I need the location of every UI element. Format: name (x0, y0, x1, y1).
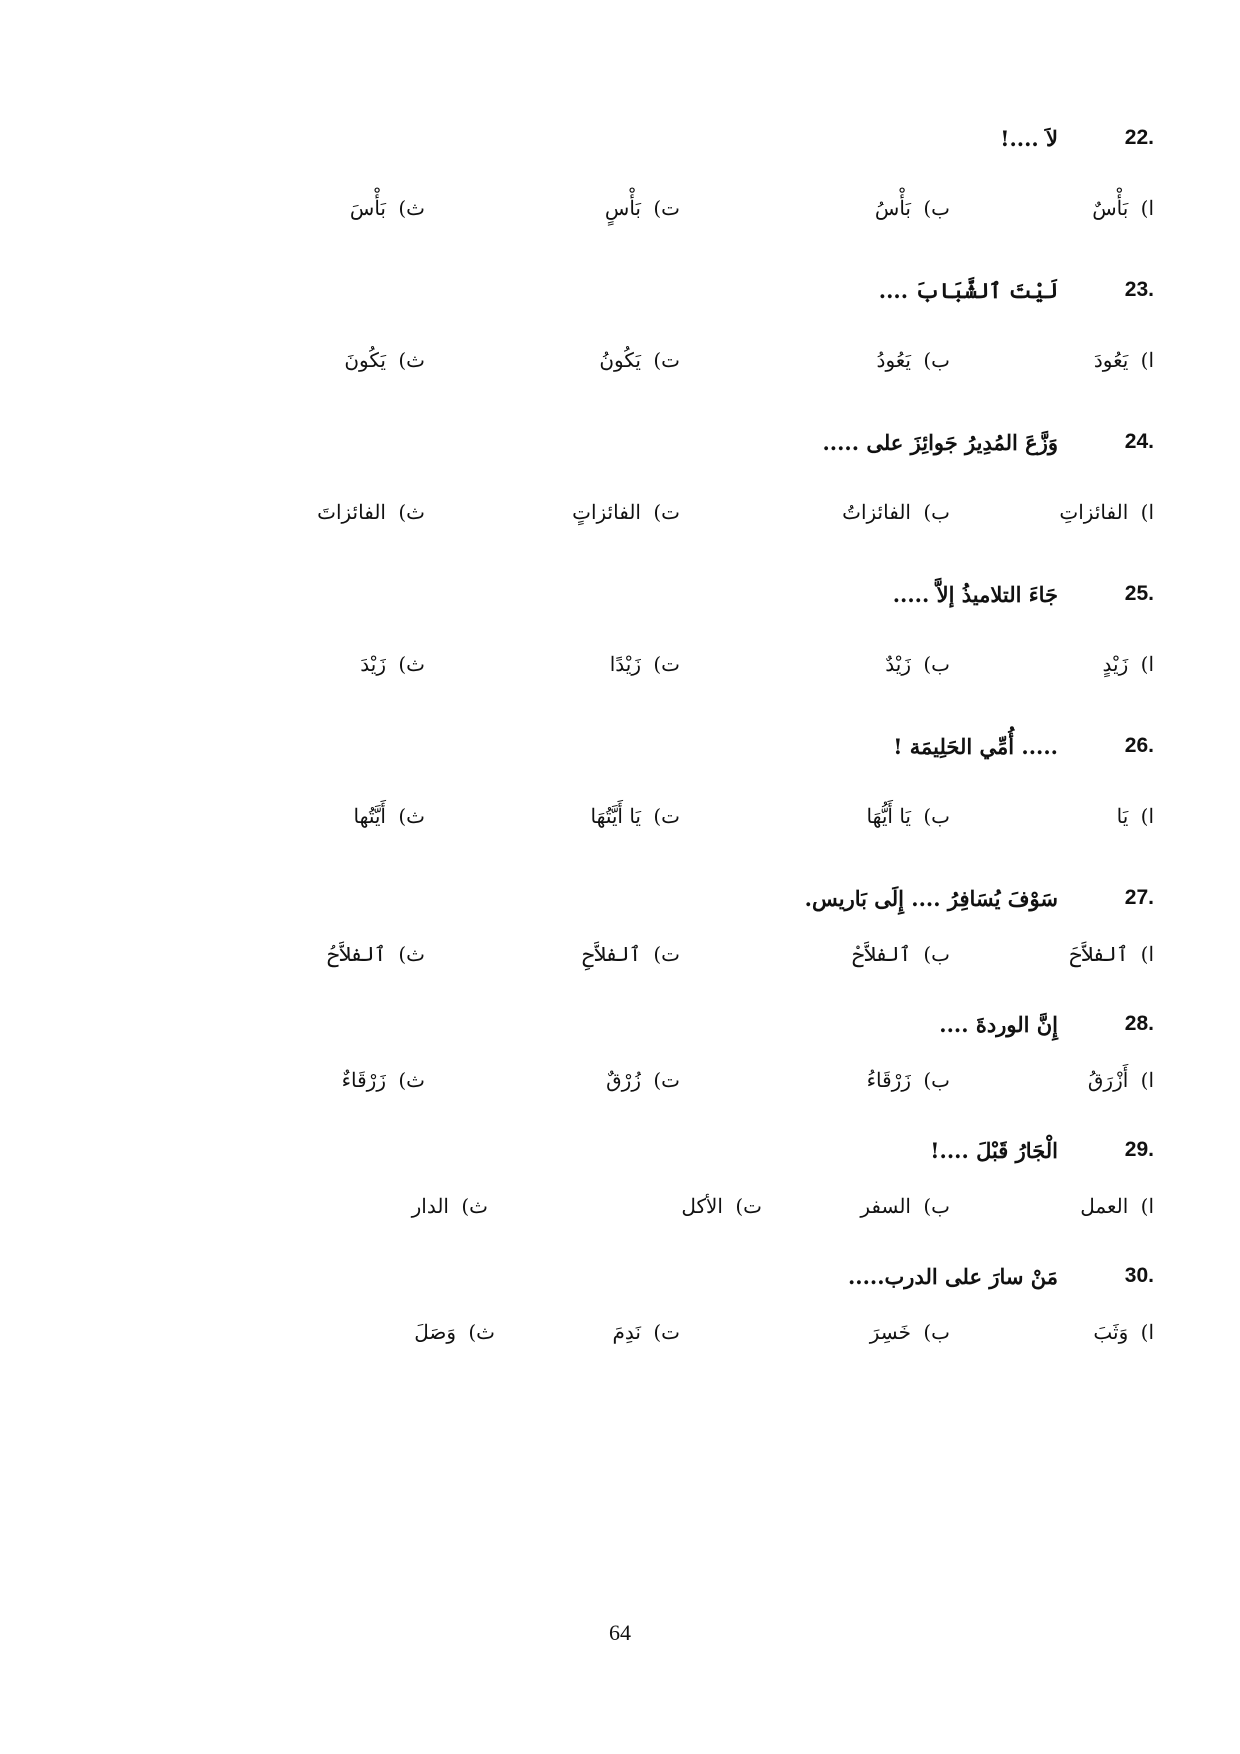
option-th (354, 796, 425, 836)
option-b (877, 340, 950, 380)
question-number: 30. (1124, 1264, 1154, 1287)
question-text: ..... أُمِّي الحَلِيمَة ! (893, 733, 1058, 759)
option-a (1093, 1312, 1154, 1352)
option-letter: ا) (1140, 1194, 1154, 1218)
option-t (610, 644, 680, 684)
option-text: زَرْقَاءٌ (341, 1068, 386, 1092)
question-23 (879, 270, 1154, 310)
question-number: 23. (1124, 278, 1154, 301)
option-a (1070, 934, 1154, 974)
option-text: زَيْدٍ (1102, 652, 1129, 676)
option-letter: ب) (923, 942, 950, 966)
question-number: 26. (1124, 734, 1154, 757)
question-number: 28. (1124, 1012, 1154, 1035)
options-30 (0, 1312, 1240, 1352)
option-text: نَدِمَ (612, 1320, 641, 1344)
option-th (344, 340, 425, 380)
option-text: ٱلفلاَّحَ (1069, 942, 1129, 966)
option-letter: ب) (923, 1068, 950, 1092)
option-b (867, 1060, 950, 1100)
options-28 (0, 1060, 1240, 1100)
option-a (1088, 1060, 1154, 1100)
option-text: يَكُونَ (344, 348, 386, 372)
option-text: بَأْسٌ (1092, 196, 1129, 220)
option-letter: ت) (735, 1194, 762, 1218)
option-b (870, 1312, 950, 1352)
option-letter: ب) (923, 500, 950, 524)
question-22 (1000, 118, 1154, 158)
option-t (582, 934, 680, 974)
option-text: الفائزاتِ (1059, 500, 1129, 524)
option-letter: ت) (653, 196, 680, 220)
option-letter: ث) (398, 348, 425, 372)
option-t (591, 796, 681, 836)
question-number: 29. (1124, 1138, 1154, 1161)
options-26 (0, 796, 1240, 836)
option-a (1092, 188, 1154, 228)
option-letter: ث) (461, 1194, 488, 1218)
option-letter: ت) (653, 500, 680, 524)
option-b (860, 1186, 950, 1226)
question-number: 24. (1124, 430, 1154, 453)
option-text: زَرْقَاءُ (866, 1068, 911, 1092)
option-text: بَأْسٍ (604, 196, 641, 220)
option-text: أَيَّتُها (353, 804, 386, 828)
options-27 (0, 934, 1240, 974)
option-letter: ا) (1140, 942, 1154, 966)
option-th (317, 492, 425, 532)
option-th (350, 188, 425, 228)
option-text: الفائزاتَ (317, 500, 386, 524)
option-text: الفائزاتُ (842, 500, 911, 524)
option-text: زَيْدَ (360, 652, 386, 676)
option-letter: ا) (1140, 348, 1154, 372)
question-number: 27. (1124, 886, 1154, 909)
option-letter: ت) (653, 942, 680, 966)
option-letter: ا) (1140, 804, 1154, 828)
option-letter: ا) (1140, 196, 1154, 220)
option-letter: ث) (398, 804, 425, 828)
question-number: 25. (1124, 582, 1154, 605)
option-letter: ث) (468, 1320, 495, 1344)
option-letter: ا) (1140, 1068, 1154, 1092)
option-text: خَسِرَ (869, 1320, 911, 1344)
option-text: أَزْرَقُ (1087, 1068, 1129, 1092)
option-letter: ا) (1140, 1320, 1154, 1344)
option-text: زَيْدٌ (885, 652, 911, 676)
option-t (572, 492, 680, 532)
option-text: يَعُودُ (876, 348, 911, 372)
question-29 (930, 1130, 1154, 1170)
option-a (1080, 1186, 1154, 1226)
question-text: إِنَّ الوردةَ .... (939, 1011, 1058, 1037)
option-th (327, 934, 425, 974)
option-text: يَا أَيَّتُهَا (590, 804, 641, 828)
options-25 (0, 644, 1240, 684)
option-letter: ا) (1140, 500, 1154, 524)
option-text: زَيْدًا (609, 652, 641, 676)
option-a (1094, 340, 1154, 380)
option-text: يَكُونُ (599, 348, 641, 372)
option-letter: ت) (653, 652, 680, 676)
option-text: ٱلفلاَّحِ (582, 942, 641, 966)
option-letter: ب) (923, 652, 950, 676)
option-th (342, 1060, 425, 1100)
option-text: الدار (411, 1194, 449, 1218)
option-letter: ب) (923, 1320, 950, 1344)
option-t (605, 188, 680, 228)
option-letter: ث) (398, 652, 425, 676)
option-letter: ب) (923, 196, 950, 220)
option-text: يَا (1116, 804, 1129, 828)
option-letter: ث) (398, 196, 425, 220)
option-text: الأكل (681, 1194, 723, 1218)
option-text: الفائزاتٍ (572, 500, 641, 524)
option-b (885, 644, 950, 684)
option-text: بَأْسُ (874, 196, 911, 220)
option-text: يَا أَيُّهَا (866, 804, 911, 828)
question-24 (822, 422, 1154, 462)
option-letter: ث) (398, 942, 425, 966)
option-th (414, 1312, 495, 1352)
options-29 (0, 1186, 1240, 1226)
question-number: 22. (1124, 126, 1154, 149)
option-text: السفر (860, 1194, 911, 1218)
option-b (842, 492, 950, 532)
option-t (599, 340, 680, 380)
option-letter: ث) (398, 500, 425, 524)
option-text: وَثَبَ (1093, 1320, 1129, 1344)
question-text: لَيْتَ ٱلشَّبَابَ .... (878, 277, 1058, 303)
option-letter: ت) (653, 1320, 680, 1344)
option-letter: ا) (1140, 652, 1154, 676)
question-28 (939, 1004, 1154, 1044)
option-a (1117, 796, 1154, 836)
question-text: وَزَّعَ المُدِيرُ جَوائِزَ على ..... (822, 429, 1058, 455)
question-27 (805, 878, 1154, 918)
option-th (412, 1186, 488, 1226)
question-text: مَنْ سارَ على الدرب..... (847, 1263, 1058, 1289)
option-th (360, 644, 425, 684)
option-t (613, 1312, 680, 1352)
question-text: جَاءَ التلاميذُ إلاَّ ..... (892, 581, 1058, 607)
question-text: الْجَارُ قَبْلَ ....! (930, 1137, 1058, 1163)
question-text: لاَ ....! (1000, 125, 1058, 151)
page-number: 64 (609, 1620, 631, 1645)
option-letter: ب) (923, 804, 950, 828)
option-letter: ت) (653, 348, 680, 372)
option-a (1103, 644, 1154, 684)
question-30 (848, 1256, 1154, 1296)
option-letter: ب) (923, 348, 950, 372)
option-b (852, 934, 950, 974)
option-text: ٱلفلاَّحْ (852, 942, 911, 966)
question-25 (893, 574, 1154, 614)
option-text: العمل (1080, 1194, 1129, 1218)
option-letter: ت) (653, 804, 680, 828)
options-23 (0, 340, 1240, 380)
option-letter: ت) (653, 1068, 680, 1092)
option-text: بَأْسَ (349, 196, 386, 220)
option-a (1059, 492, 1154, 532)
option-t (681, 1186, 762, 1226)
option-text: زُرْقٌ (606, 1068, 641, 1092)
option-text: ٱلفلاَّحُ (327, 942, 386, 966)
option-b (875, 188, 950, 228)
option-text: يَعُودَ (1093, 348, 1129, 372)
options-24 (0, 492, 1240, 532)
option-t (606, 1060, 680, 1100)
option-letter: ب) (923, 1194, 950, 1218)
option-b (867, 796, 950, 836)
option-letter: ث) (398, 1068, 425, 1092)
question-text: سَوْفَ يُسَافِرُ .... إِلَى بَاريس. (804, 885, 1058, 911)
option-text: وَصَلَ (414, 1320, 456, 1344)
options-22 (0, 188, 1240, 228)
question-26 (893, 726, 1154, 766)
